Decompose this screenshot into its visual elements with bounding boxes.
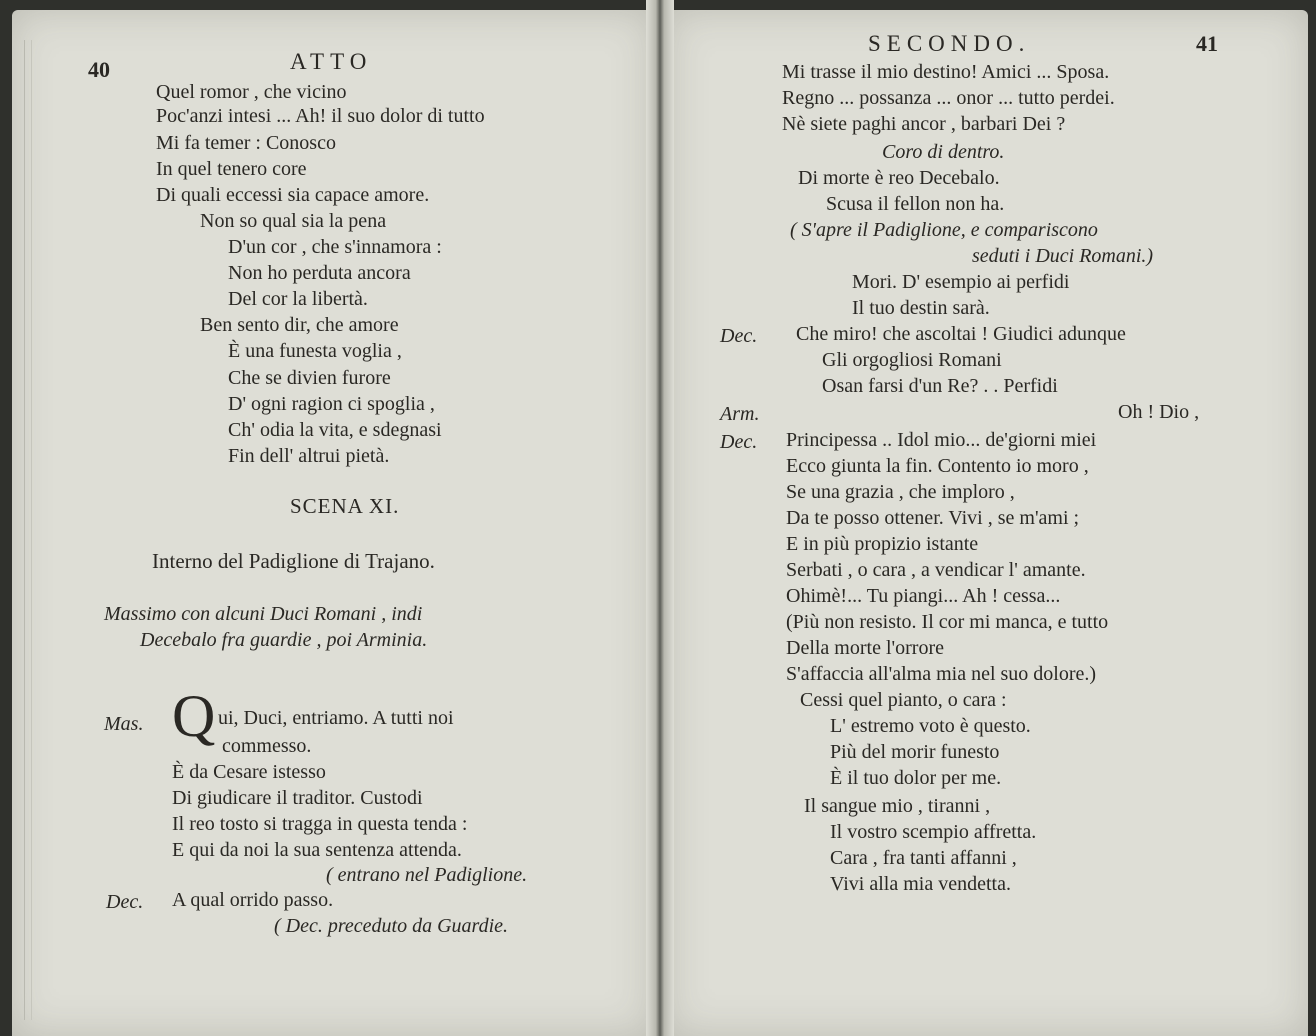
stage-direction: seduti i Duci Romani.): [972, 245, 1154, 267]
verse-line: Che miro! che ascoltai ! Giudici adunque: [796, 323, 1126, 345]
verse-line: Di morte è reo Decebalo.: [798, 167, 1000, 189]
verse-line: A qual orrido passo.: [172, 889, 334, 911]
verse-line: Ohimè!... Tu piangi... Ah ! cessa...: [786, 585, 1061, 607]
verse-line: Da te posso ottener. Vivi , se m'ami ;: [786, 507, 1080, 529]
verse-line: Serbati , o cara , a vendicar l' amante.: [786, 559, 1086, 581]
verse-line: È il tuo dolor per me.: [830, 767, 1002, 789]
verse-line: Il vostro scempio affretta.: [830, 821, 1037, 843]
verse-line: Nè siete paghi ancor , barbari Dei ?: [782, 113, 1066, 135]
verse-line: commesso.: [222, 735, 312, 757]
verse-line: Se una grazia , che imploro ,: [786, 481, 1015, 503]
verse-line: Cara , fra tanti affanni ,: [830, 847, 1017, 869]
verse-line: Poc'anzi intesi ... Ah! il suo dolor di tutto: [156, 105, 485, 127]
verse-line: Regno ... possanza ... onor ... tutto perdei.: [782, 87, 1115, 109]
verse-line: Mi fa temer : Conosco: [156, 132, 336, 154]
verse-line: D' ogni ragion ci spoglia ,: [228, 393, 435, 415]
scene-title: SCENA XI.: [290, 494, 400, 518]
stage-direction: ( entrano nel Padiglione.: [326, 864, 528, 886]
stage-direction: ( Dec. preceduto da Guardie.: [274, 915, 509, 937]
page-number: 40: [88, 57, 110, 82]
stage-direction: Massimo con alcuni Duci Romani , indi: [104, 603, 423, 625]
verse-line: D'un cor , che s'innamora :: [228, 236, 442, 258]
verse-line: Di quali eccessi sia capace amore.: [156, 184, 430, 206]
drop-cap: Q: [172, 683, 216, 749]
verse-line: Ch' odia la vita, e sdegnasi: [228, 419, 442, 441]
verse-line: Ben sento dir, che amore: [200, 314, 399, 336]
speaker-label: Dec.: [106, 891, 144, 913]
verse-line: Del cor la libertà.: [228, 288, 368, 310]
verse-line: Che se divien furore: [228, 367, 391, 389]
speaker-label: Dec.: [720, 325, 758, 347]
verse-line: Il sangue mio , tiranni ,: [804, 795, 991, 817]
verse-line: L' estremo voto è questo.: [830, 715, 1031, 737]
verse-line: Ecco giunta la fin. Contento io moro ,: [786, 455, 1089, 477]
speaker-label: Mas.: [104, 713, 144, 735]
verse-line: E qui da noi la sua sentenza attenda.: [172, 839, 462, 861]
verse-line: Il tuo destin sarà.: [852, 297, 990, 319]
page-number: 41: [1196, 31, 1218, 56]
verse-line: (Più non resisto. Il cor mi manca, e tutto: [786, 611, 1109, 633]
verse-line: Vivi alla mia vendetta.: [830, 873, 1011, 895]
running-head: ATTO: [290, 49, 373, 74]
verse-line: È da Cesare istesso: [172, 761, 326, 783]
stage-direction: Decebalo fra guardie , poi Arminia.: [140, 629, 428, 651]
verse-line: Fin dell' altrui pietà.: [228, 445, 390, 467]
verse-line: Mori. D' esempio ai perfidi: [852, 271, 1070, 293]
verse-line: Della morte l'orrore: [786, 637, 944, 659]
speaker-label: Dec.: [720, 431, 758, 453]
running-head: SECONDO.: [868, 31, 1031, 56]
speaker-label: Arm.: [720, 403, 760, 425]
verse-line: Il reo tosto si tragga in questa tenda :: [172, 813, 468, 835]
verse-line: Principessa .. Idol mio... de'giorni miei: [786, 429, 1097, 451]
verse-line: Oh ! Dio ,: [1118, 401, 1200, 423]
page-edges: [24, 40, 32, 1020]
verse-line: Osan farsi d'un Re? . . Perfidi: [822, 375, 1058, 397]
verse-line: È una funesta voglia ,: [228, 340, 402, 362]
verse-line: Più del morir funesto: [830, 741, 1000, 763]
book-gutter: [646, 0, 674, 1036]
verse-line: In quel tenero core: [156, 158, 307, 180]
verse-line: Mi trasse il mio destino! Amici ... Sposa.: [782, 61, 1110, 83]
verse-line: E in più propizio istante: [786, 533, 979, 555]
verse-line: Gli orgogliosi Romani: [822, 349, 1002, 371]
verse-line: Non so qual sia la pena: [200, 210, 387, 232]
verse-line: Cessi quel pianto, o cara :: [800, 689, 1007, 711]
verse-line: ui, Duci, entriamo. A tutti noi: [218, 707, 454, 729]
verse-line: Di giudicare il traditor. Custodi: [172, 787, 423, 809]
scene-setting: Interno del Padiglione di Trajano.: [152, 549, 435, 573]
chorus-label: Coro di dentro.: [882, 141, 1005, 163]
stage-direction: ( S'apre il Padiglione, e compariscono: [790, 219, 1098, 241]
verse-line: Non ho perduta ancora: [228, 262, 411, 284]
verse-line: Quel romor , che vicino: [156, 81, 347, 103]
verse-line: S'affaccia all'alma mia nel suo dolore.): [786, 663, 1097, 685]
verse-line: Scusa il fellon non ha.: [826, 193, 1005, 215]
